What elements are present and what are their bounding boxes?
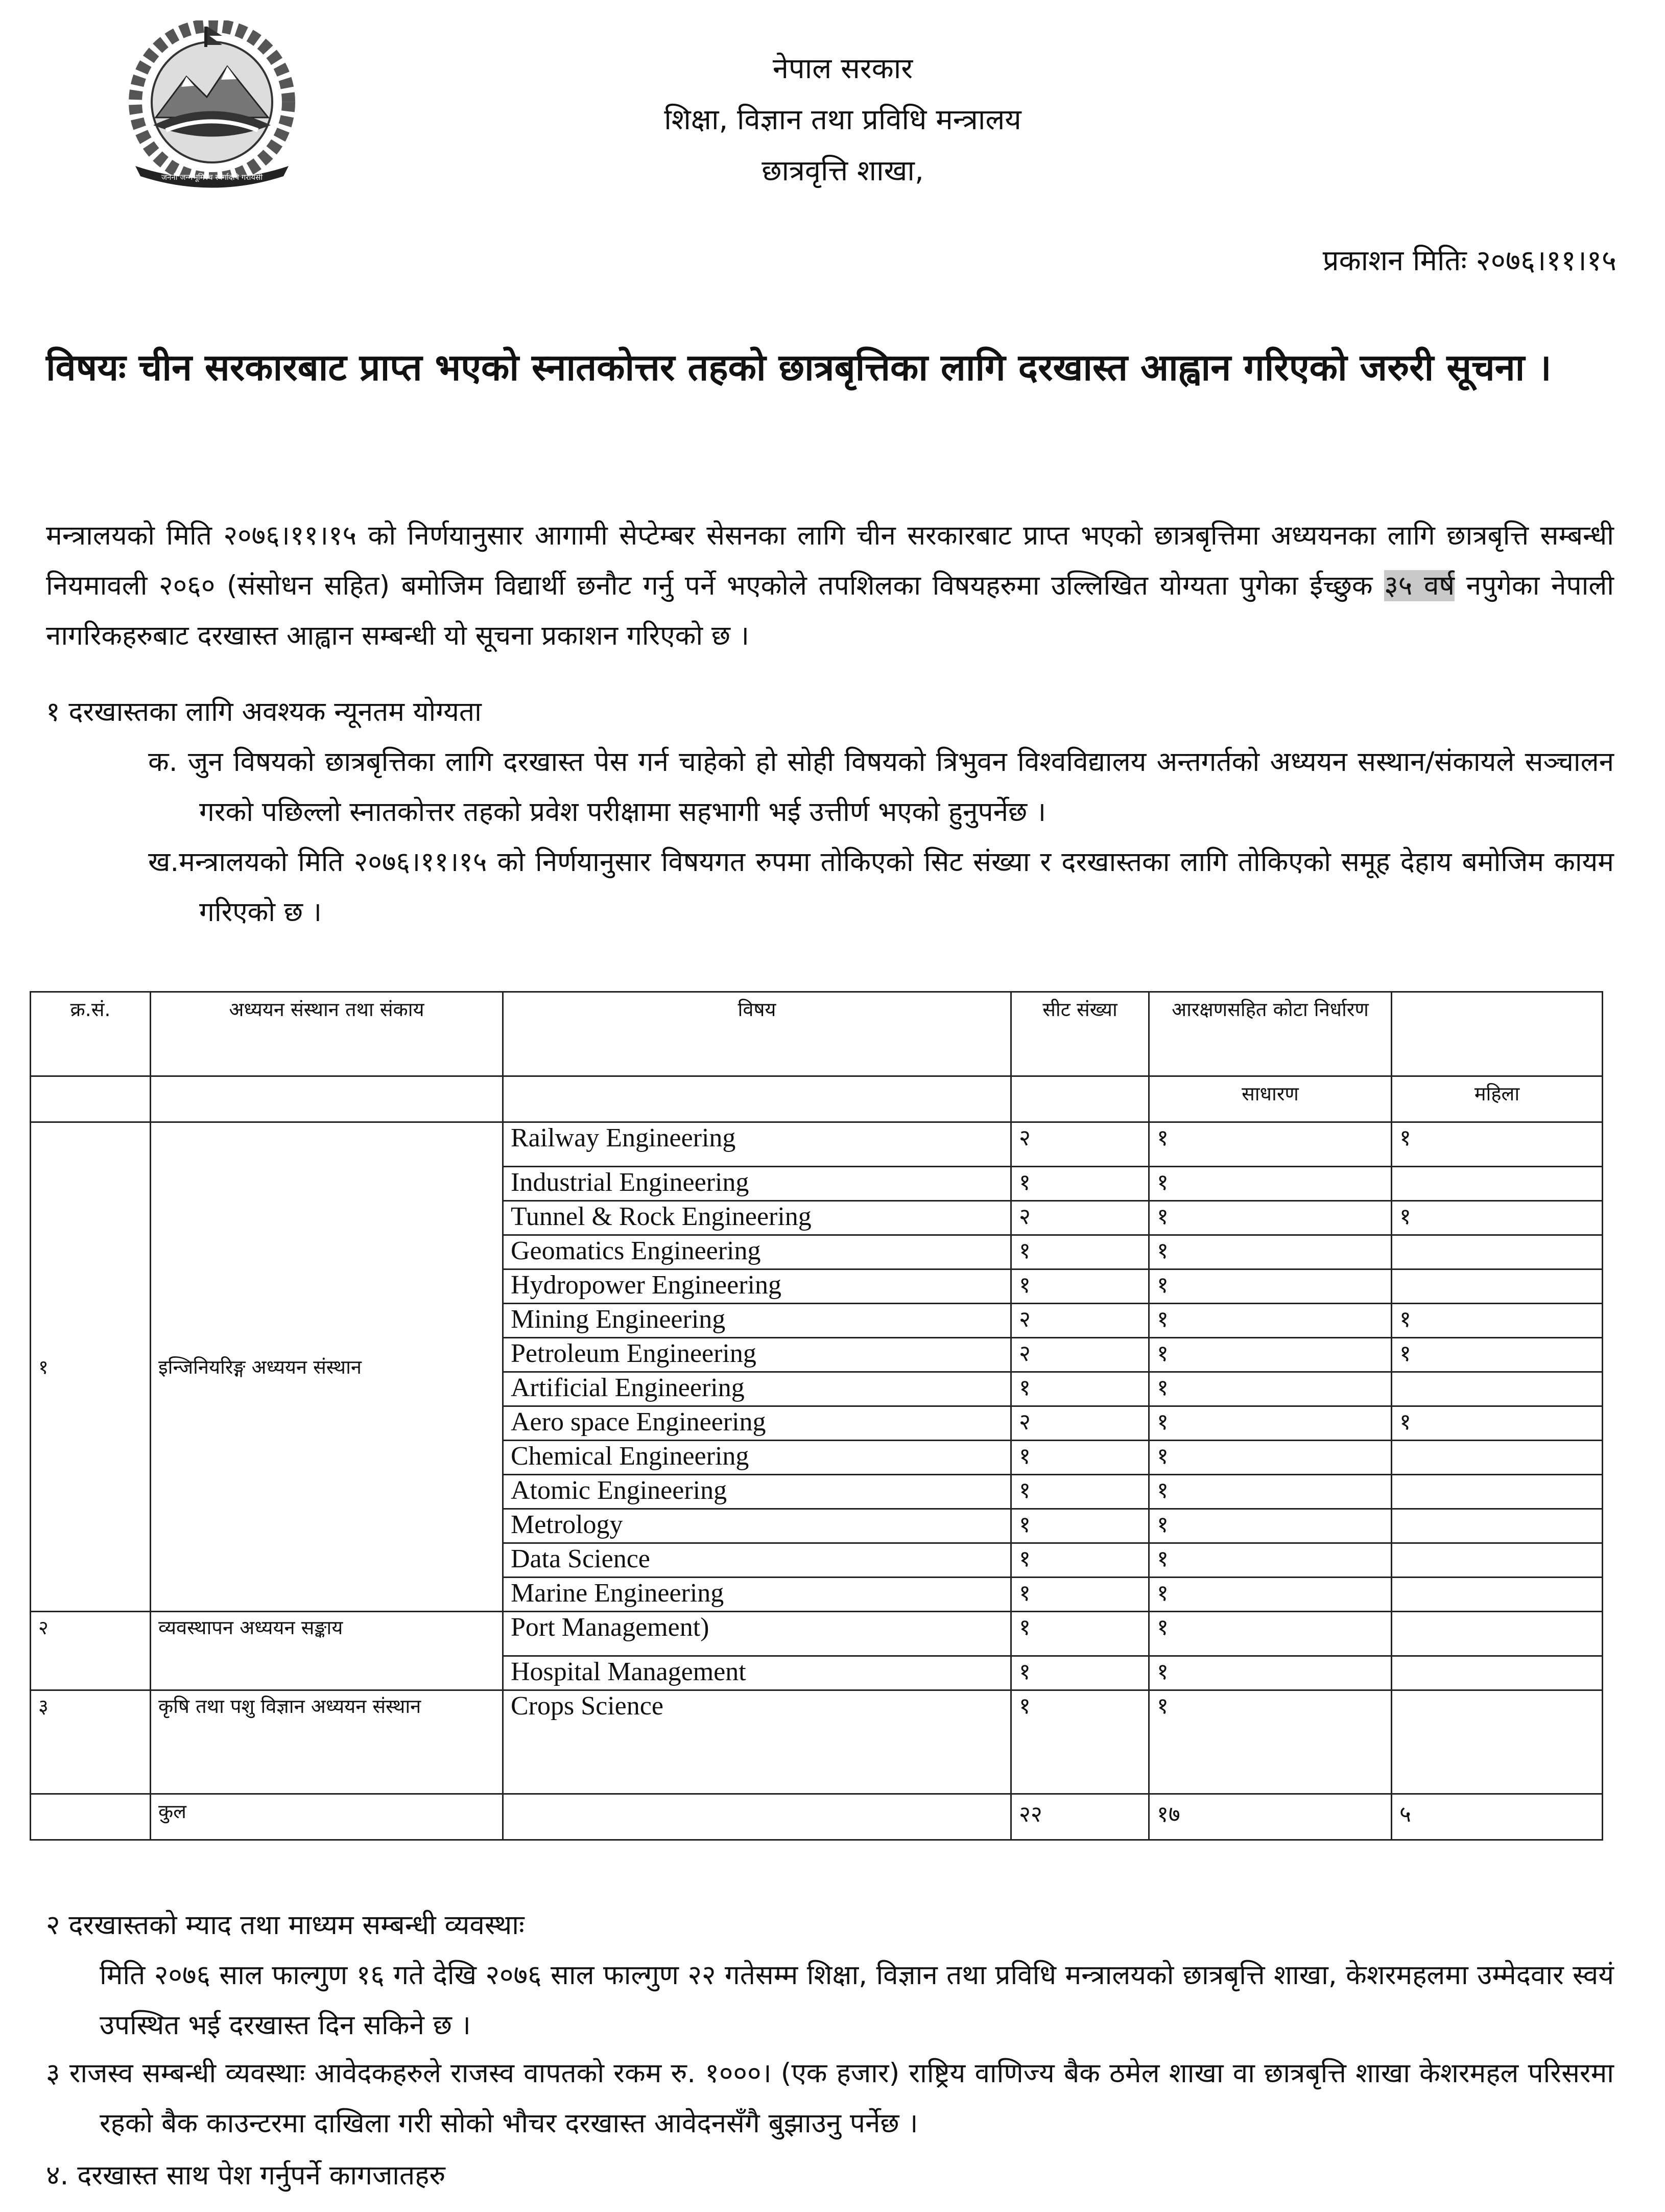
row-seats: १ [1011,1235,1149,1269]
row-seats: १ [1011,1509,1149,1543]
row-female [1392,1372,1603,1406]
row-general: १ [1149,1372,1392,1406]
row-seats: २ [1011,1338,1149,1372]
row-female: १ [1392,1338,1603,1372]
header-line-section: छात्रवृत्ति शाखा, [762,154,924,187]
row-female [1392,1509,1603,1543]
row-subject: Railway Engineering [503,1122,1011,1167]
row-subject: Mining Engineering [503,1304,1011,1338]
row-seats: १ [1011,1441,1149,1475]
section-eligibility [46,687,1614,937]
row-subject: Port Management) [503,1612,1011,1656]
group-serial: ३ [31,1690,151,1794]
row-general: १ [1149,1269,1392,1304]
row-seats: १ [1011,1167,1149,1201]
section2-title: २ दरखास्तको म्याद तथा माध्यम सम्बन्धी व्यवस्थाः [46,1910,525,1941]
row-general: १ [1149,1656,1392,1690]
section1-item-kha: ख.मन्त्रालयको मिति २०७६।११।१५ को निर्णयानुसार विषयगत रुपमा तोकिएको सिट संख्या र दरखास्तका लागि तोकिएको समूह देहाय बमोजिम कायम गरिएको छ । [148,846,1614,928]
row-subject: Chemical Engineering [503,1441,1011,1475]
table-row [31,1612,1603,1656]
row-seats: १ [1011,1690,1149,1794]
header-seats: सीट संख्या [1011,992,1149,1076]
row-general: १ [1149,1167,1392,1201]
row-general: १ [1149,1338,1392,1372]
row-female [1392,1441,1603,1475]
group-institute: कृषि तथा पशु विज्ञान अध्ययन संस्थान [151,1690,503,1794]
subject-heading: विषयः चीन सरकारबाट प्राप्त भएको स्नातकोत्तर तहको छात्रबृत्तिका लागि दरखास्त आह्वान गरिएको जरुरी सूचना । [46,346,1552,389]
row-female: १ [1392,1201,1603,1235]
table-row [31,1122,1603,1167]
header-general: साधारण [1149,1076,1392,1122]
row-general: १ [1149,1612,1392,1656]
row-seats: २ [1011,1406,1149,1441]
group-institute: इन्जिनियरिङ्ग अध्ययन संस्थान [151,1122,503,1612]
header-line-government: नेपाल सरकार [772,52,913,85]
header-female: महिला [1392,1076,1603,1122]
row-female [1392,1543,1603,1578]
row-seats: २ [1011,1201,1149,1235]
row-subject: Aero space Engineering [503,1406,1011,1441]
nepal-emblem-icon [100,20,324,194]
row-subject: Hydropower Engineering [503,1269,1011,1304]
row-subject: Marine Engineering [503,1578,1011,1612]
row-seats: २ [1011,1122,1149,1167]
row-general: १ [1149,1201,1392,1235]
section4-title: ४. दरखास्त साथ पेश गर्नुपर्ने कागजातहरु [46,2160,446,2191]
row-female [1392,1167,1603,1201]
row-female [1392,1269,1603,1304]
publication-date: प्रकाशन मितिः २०७६।११।१५ [1322,244,1616,277]
section-deadline [46,1900,1614,2051]
row-general: १ [1149,1235,1392,1269]
section1-item-ka: क. जुन विषयको छात्रबृत्तिका लागि दरखास्त पेस गर्न चाहेको हो सोही विषयको त्रिभुवन विश्वविद्यालय अन्तगर्तको अध्ययन सस्थान/संकायले सञ्चालन गरको पछिल्लो स्नातकोत्तर तहको प्रवेश परीक्षामा सहभागी भई उत्तीर्ण भएको हुनुपर्नेछ । [148,746,1614,828]
section1-title: १ दरखास्तका लागि अवश्यक न्यूनतम योग्यता [46,696,482,727]
row-female: १ [1392,1122,1603,1167]
group-institute: व्यवस्थापन अध्ययन सङ्काय [151,1612,503,1690]
section-revenue [46,2049,1614,2149]
row-general: १ [1149,1578,1392,1612]
row-general: १ [1149,1475,1392,1509]
row-female [1392,1235,1603,1269]
row-seats: १ [1011,1543,1149,1578]
row-female [1392,1612,1603,1656]
row-general: १ [1149,1122,1392,1167]
table-header-row [31,992,1603,1076]
row-subject: Crops Science [503,1690,1011,1794]
row-seats: १ [1011,1475,1149,1509]
row-subject: Data Science [503,1543,1011,1578]
government-header [511,43,1175,197]
table-row [31,1690,1603,1794]
section3-text: ३ राजस्व सम्बन्धी व्यवस्थाः आवेदकहरुले राजस्व वापतको रकम रु. १०००। (एक हजार) राष्ट्रिय वाणिज्य बैक ठमेल शाखा वा छात्रबृत्ति शाखा केशरमहल परिसरमा रहको बैक काउन्टरमा दाखिला गरी सोको भौचर दरखास्त आवेदनसँगै बुझाउनु पर्नेछ । [46,2058,1614,2139]
emblem-motto: जननी जन्मभूमिश्च स्वर्गादपि गरीयसी [161,173,263,182]
row-subject: Artificial Engineering [503,1372,1011,1406]
row-seats: १ [1011,1578,1149,1612]
row-seats: १ [1011,1269,1149,1304]
row-female [1392,1475,1603,1509]
header-quota: आरक्षणसहित कोटा निर्धारण [1149,992,1392,1076]
row-subject: Hospital Management [503,1656,1011,1690]
row-seats: १ [1011,1612,1149,1656]
section2-body: मिति २०७६ साल फाल्गुण १६ गते देखि २०७६ साल फाल्गुण २२ गतेसम्म शिक्षा, विज्ञान तथा प्रविधि मन्त्रालयको छात्रबृत्ति शाखा, केशरमहलमा उम्मेदवार स्वयं उपस्थित भई दरखास्त दिन सकिने छ । [100,1960,1614,2041]
row-female: १ [1392,1304,1603,1338]
row-general: १ [1149,1509,1392,1543]
header-institute: अध्ययन संस्थान तथा संकाय [151,992,503,1076]
table-total-row [31,1794,1603,1840]
row-seats: १ [1011,1372,1149,1406]
row-general: १ [1149,1406,1392,1441]
header-serial: क्र.सं. [31,992,151,1076]
row-subject: Atomic Engineering [503,1475,1011,1509]
row-female [1392,1656,1603,1690]
total-general: १७ [1149,1794,1392,1840]
row-subject: Geomatics Engineering [503,1235,1011,1269]
header-blank [1392,992,1603,1076]
group-serial: २ [31,1612,151,1690]
row-general: १ [1149,1543,1392,1578]
intro-text-after: नपुगेका नेपाली नागरिकहरुबाट दरखास्त आह्वान सम्बन्धी यो सूचना प्रकाशन गरिएको छ । [46,570,1614,651]
row-subject: Metrology [503,1509,1011,1543]
row-seats: १ [1011,1656,1149,1690]
header-subject: विषय [503,992,1011,1076]
intro-text-before: मन्त्रालयको मिति २०७६।११।१५ को निर्णयानुसार आगामी सेप्टेम्बर सेसनका लागि चीन सरकारबाट प्राप्त भएको छात्रबृत्तिमा अध्ययनका लागि छात्रबृत्ति सम्बन्धी नियमावली २०६० (संसोधन सहित) बमोजिम विद्यार्थी छनौट गर्नु पर्ने भएकोले तपशिलका विषयहरुमा उल्लिखित योग्यता पुगेका ईच्छुक [46,520,1614,601]
seat-allocation-table [30,991,1603,1841]
row-female: १ [1392,1406,1603,1441]
row-general: १ [1149,1304,1392,1338]
row-seats: २ [1011,1304,1149,1338]
group-serial: १ [31,1122,151,1612]
intro-paragraph [46,511,1614,661]
age-limit-highlight: ३५ वर्ष [1384,570,1455,601]
row-female [1392,1690,1603,1794]
total-female: ५ [1392,1794,1603,1840]
row-female [1392,1578,1603,1612]
row-general: १ [1149,1441,1392,1475]
row-general: १ [1149,1690,1392,1794]
total-label: कुल [151,1794,503,1840]
row-subject: Tunnel & Rock Engineering [503,1201,1011,1235]
row-subject: Petroleum Engineering [503,1338,1011,1372]
total-seats: २२ [1011,1794,1149,1840]
row-subject: Industrial Engineering [503,1167,1011,1201]
section-documents [46,2151,1614,2201]
table-subheader-row [31,1076,1603,1122]
header-line-ministry: शिक्षा, विज्ञान तथा प्रविधि मन्त्रालय [664,103,1021,136]
